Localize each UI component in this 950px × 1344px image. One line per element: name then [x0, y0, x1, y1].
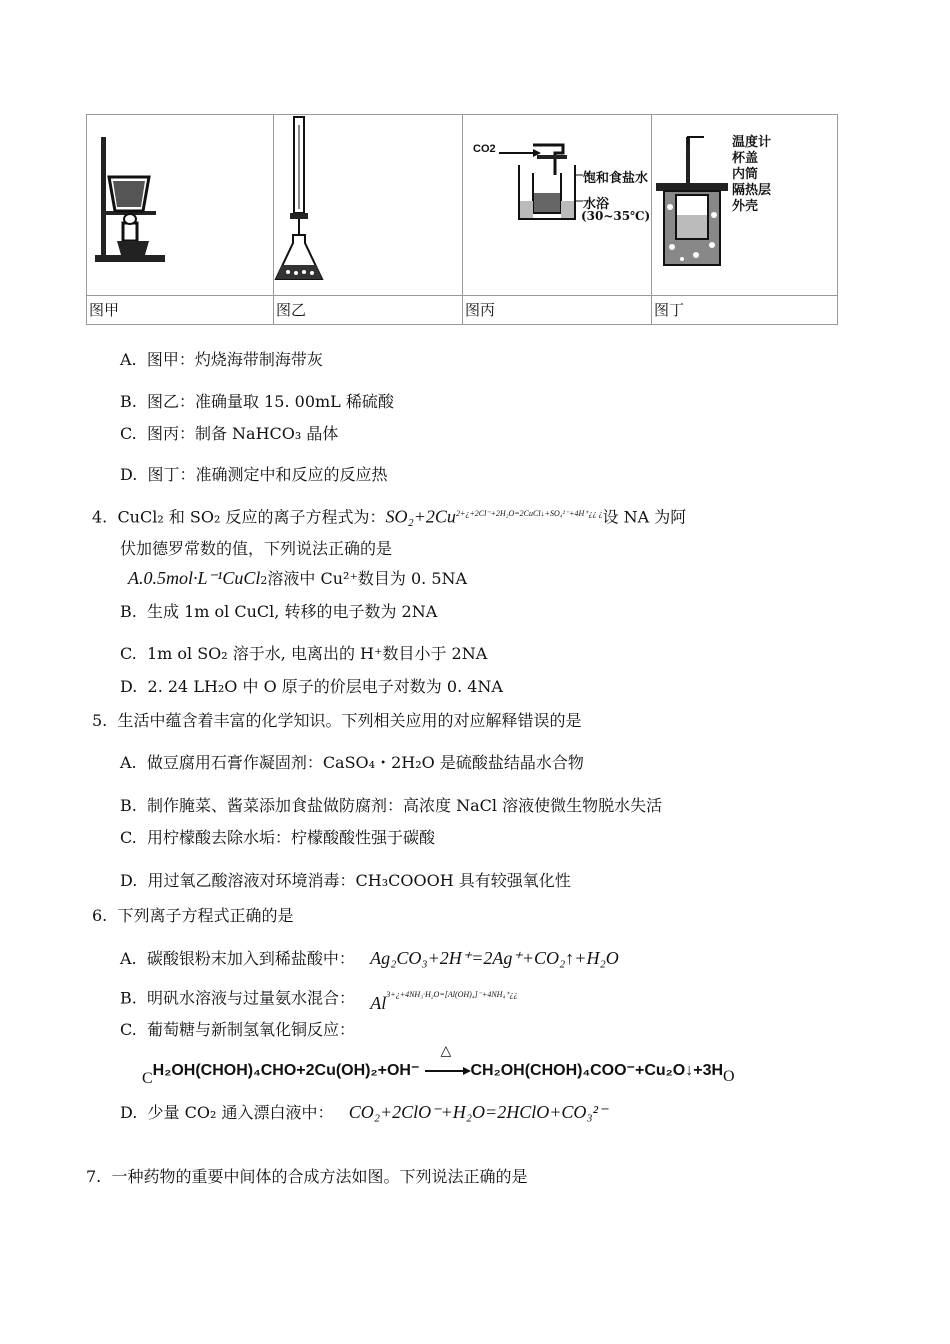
q6-option-a: A. 碳酸银粉末加入到稀盐酸中： Ag₂CO₃+2H⁺=2Ag⁺+CO₂↑+H₂O — [120, 948, 619, 968]
insulation-label: 隔热层 — [732, 183, 772, 198]
q3-option-c: C. 图丙：制备 NaHCO₃ 晶体 — [120, 424, 339, 443]
q6-option-b: B. 明矾水溶液与过量氨水混合： $Al^{3+¿+4NH_3\cdot H_2O=[Al(OH)_4]^-+4NH_4^+¿¿}$ — [120, 988, 518, 1014]
q6-stem: 6. 下列离子方程式正确的是 — [92, 906, 294, 925]
caption-jia: 图甲 — [87, 296, 274, 325]
q3-option-d: D. 图丁：准确测定中和反应的反应热 — [120, 465, 388, 484]
q6-number: 6. — [92, 906, 108, 925]
inner-cup-label: 内筒 — [732, 167, 759, 182]
figure-jia-cell — [87, 115, 274, 296]
heat-arrow — [425, 1043, 471, 1080]
q4-stem-line1: 4. CuCl₂ 和 SO₂ 反应的离子方程式为：$SO_2+2Cu^{2+¿+2Cl^-+2H_2O=2CuCl↓+SO_4^{2-}+4H^+¿¿ ¿}$设 NA 为阿 — [92, 506, 687, 527]
q6-a-equation: Ag₂CO₃+2H⁺=2Ag⁺+CO₂↑+H₂O — [370, 948, 619, 968]
q3-option-b: B. 图乙：准确量取 15. 00mL 稀硫酸 — [120, 392, 394, 411]
q4-option-b: B. 生成 1m ol CuCl, 转移的电子数为 2NA — [120, 602, 438, 621]
q5-option-c: C. 用柠檬酸去除水垢：柠檬酸酸性强于碳酸 — [120, 828, 435, 847]
calorimeter-labels — [732, 135, 771, 215]
q5-option-a: A. 做豆腐用石膏作凝固剂：CaSO₄・2H₂O 是硫酸盐结晶水合物 — [120, 753, 584, 772]
figure-yi-cell — [274, 115, 463, 296]
q4-equation: SO₂+2Cu — [385, 506, 456, 527]
q3-option-a: A. 图甲：灼烧海带制海带灰 — [120, 350, 323, 369]
q5-option-d: D. 用过氧乙酸溶液对环境消毒：CH₃COOOH 具有较强氧化性 — [120, 871, 571, 890]
shell-label: 外壳 — [732, 199, 759, 214]
q4-option-a: A.0.5mol·L⁻¹CuCl2溶液中 Cu²⁺数目为 0. 5NA — [128, 568, 468, 588]
q7-stem: 7. 一种药物的重要中间体的合成方法如图。下列说法正确的是 — [86, 1167, 528, 1186]
right-arrow-icon — [425, 1066, 471, 1076]
q4-number: 4. — [92, 507, 108, 527]
q5-option-b: B. 制作腌菜、酱菜添加食盐做防腐剂：高浓度 NaCl 溶液使微生物脱水失活 — [120, 796, 663, 815]
apparatus-figure-table — [86, 114, 838, 325]
q6-d-equation: CO₂+2ClO⁻+H₂O=2HClO+CO₃²⁻ — [348, 1102, 608, 1122]
co2-brine-bath-illustration — [463, 115, 651, 295]
caption-bing: 图丙 — [463, 296, 652, 325]
heat-symbol: △ — [440, 1043, 452, 1059]
burette-flask-illustration — [274, 115, 462, 295]
bath-label: 水浴 — [583, 197, 610, 212]
q4-equation-superscript: 2+¿+2Cl⁻+2H₂O=2CuCl↓+SO₄²⁻+4H⁺¿¿ ¿ — [455, 509, 603, 518]
q5-number: 5. — [92, 711, 108, 730]
crucible-burner-illustration — [87, 115, 273, 295]
q6-b-equation-superscript: 3+¿+4NH₃·H₂O=[Al(OH)₄]⁻+4NH₄⁺¿¿ — [386, 990, 518, 999]
figure-ding-cell — [652, 115, 838, 296]
caption-yi: 图乙 — [274, 296, 463, 325]
q6-option-d: D. 少量 CO₂ 通入漂白液中： CO₂+2ClO⁻+H₂O=2HClO+CO₃²⁻ — [120, 1102, 608, 1122]
q4-stem-line2: 伏加德罗常数的值，下列说法正确的是 — [120, 539, 393, 558]
caption-ding: 图丁 — [652, 296, 838, 325]
co2-label: CO2 — [473, 143, 496, 155]
q6-c-equation: CH₂OH(CHOH)₄CHO+2Cu(OH)₂+OH⁻ △ CH₂OH(CHOH)₄COO⁻+Cu₂O↓+3HO — [142, 1043, 735, 1087]
q4-option-d: D. 2. 24 LH₂O 中 O 原子的价层电子对数为 0. 4NA — [120, 677, 503, 696]
brine-label: 饱和食盐水 — [583, 171, 649, 186]
bath-temp-label: (30~35℃) — [581, 209, 651, 223]
q6-b-equation: Al — [370, 993, 387, 1014]
q7-number: 7. — [86, 1167, 102, 1186]
q4-option-c: C. 1m ol SO₂ 溶于水, 电离出的 H⁺数目小于 2NA — [120, 644, 488, 663]
figure-bing-cell — [463, 115, 652, 296]
q5-stem: 5. 生活中蕴含着丰富的化学知识。下列相关应用的对应解释错误的是 — [92, 711, 582, 730]
lid-label: 杯盖 — [732, 151, 759, 166]
q6-option-c: C. 葡萄糖与新制氢氧化铜反应： — [120, 1020, 355, 1039]
thermometer-label: 温度计 — [732, 135, 772, 150]
